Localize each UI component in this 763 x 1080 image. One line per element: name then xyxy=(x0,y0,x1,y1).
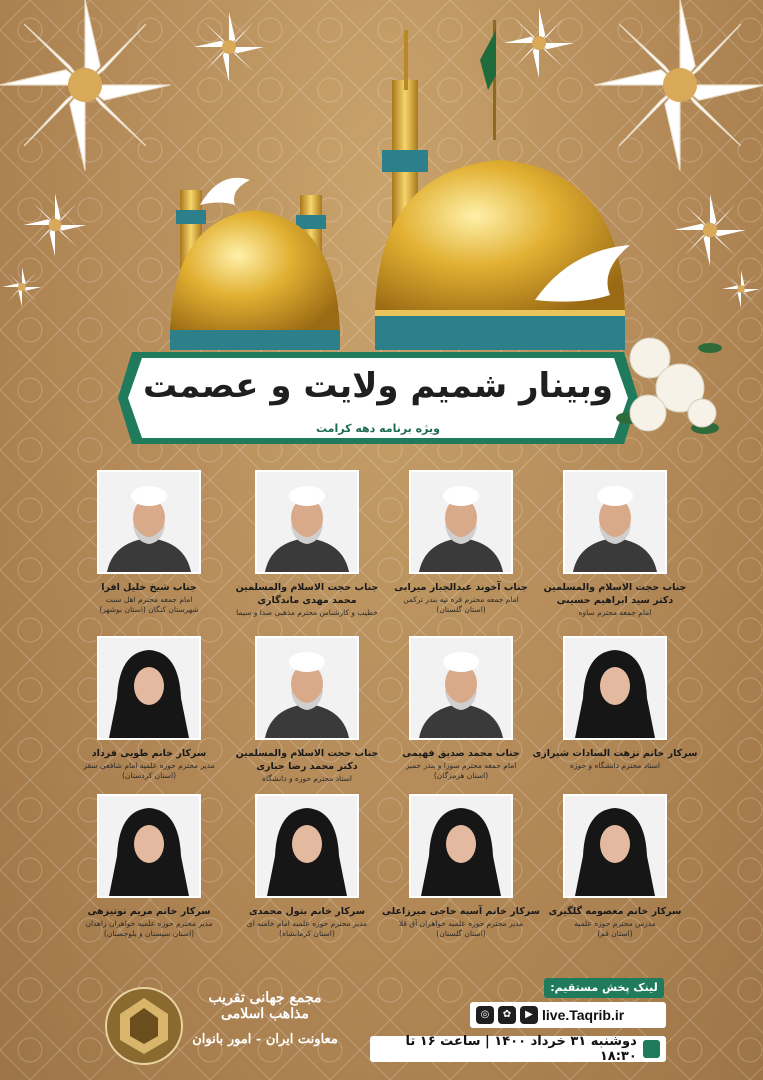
speaker-desc-line-1: امام جمعه محترم اهل سنت xyxy=(105,594,193,604)
speaker-card xyxy=(530,794,700,940)
speaker-card xyxy=(64,470,234,616)
speaker-card xyxy=(222,470,392,618)
speaker-name xyxy=(530,748,700,761)
speaker-desc-line-2: (استان کردستان) xyxy=(121,771,177,781)
speaker-name-line-1: سرکار خانم معصومه گلگیری xyxy=(548,906,682,917)
roses-decoration xyxy=(610,318,730,448)
flower-icon xyxy=(0,0,180,180)
speaker-photo xyxy=(97,794,201,898)
speaker-card xyxy=(222,794,392,940)
flower-icon xyxy=(670,190,750,270)
speaker-description xyxy=(222,919,392,940)
page-subtitle: ویژه برنامه دهه کرامت xyxy=(316,422,440,435)
speaker-name-line-1: سرکار خانم طوبی فرداد xyxy=(91,748,207,759)
speaker-desc-line-1: استاد محترم حوزه و دانشگاه xyxy=(262,773,352,783)
speaker-name-line-1: جناب آخوند عبدالجبار میرابی xyxy=(394,582,528,593)
speaker-photo xyxy=(409,470,513,574)
speaker-card xyxy=(530,470,700,618)
calendar-icon xyxy=(643,1040,660,1058)
speaker-name-line-1: سرکار خانم آسیه حاجی میرزاعلی xyxy=(382,906,540,917)
speaker-card xyxy=(376,470,546,616)
speaker-name-line-2: دکتر سید ابراهیم حسینی xyxy=(556,594,674,606)
speaker-desc-line-1: مدرس محترم حوزه علمیه xyxy=(574,918,656,928)
speaker-desc-line-2: (استان قم) xyxy=(597,929,633,939)
speaker-desc-line-2: (استان کرمانشاه) xyxy=(279,929,335,939)
speaker-name xyxy=(530,906,700,919)
speaker-description xyxy=(530,761,700,772)
logo-emblem-icon xyxy=(104,986,184,1066)
speaker-name-line-1: سرکار خانم بتول محمدی xyxy=(248,906,366,917)
title-banner xyxy=(118,352,638,444)
speaker-description xyxy=(222,774,392,785)
speaker-photo xyxy=(255,470,359,574)
speaker-name xyxy=(64,748,234,761)
speaker-description xyxy=(222,608,392,619)
page-title: وبینار شمیم ولایت و عصمت xyxy=(143,366,613,406)
speaker-photo xyxy=(97,636,201,740)
org-line-2: معاونت ایران - امور بانوان xyxy=(192,1032,338,1047)
live-url[interactable]: live.Taqrib.ir xyxy=(542,1007,625,1023)
speaker-card xyxy=(376,636,546,782)
speaker-name xyxy=(376,748,546,761)
speaker-name xyxy=(222,748,392,774)
flower-icon xyxy=(0,265,44,309)
live-stream-label: لینک پخش مستقیم: xyxy=(544,978,664,998)
speaker-desc-line-1: خطیب و کارشناس محترم مذهبی صدا و سیما xyxy=(236,607,378,617)
speaker-name xyxy=(64,582,234,595)
speaker-photo xyxy=(563,636,667,740)
speaker-photo xyxy=(563,470,667,574)
speaker-name xyxy=(530,582,700,608)
flower-icon xyxy=(20,190,90,260)
speaker-desc-line-2: (استان سیستان و بلوچستان) xyxy=(103,929,195,939)
speaker-desc-line-2: (استان هرمزگان) xyxy=(433,771,489,781)
speaker-name-line-2: محمد مهدی ماندگاری xyxy=(257,594,357,606)
speaker-description xyxy=(376,595,546,616)
speaker-name-line-1: جناب حجت الاسلام والمسلمین xyxy=(235,748,379,759)
youtube-icon[interactable]: ▶ xyxy=(520,1006,538,1024)
speaker-description xyxy=(64,919,234,940)
speaker-name-line-1: جناب محمد صدیق فهیمی xyxy=(402,748,520,759)
live-stream-link[interactable] xyxy=(470,1002,666,1028)
aparat-icon[interactable]: ✿ xyxy=(498,1006,516,1024)
speaker-desc-line-1: مدیر محترم حوزه علمیه خواهران آق قلا xyxy=(398,918,524,928)
speaker-name-line-1: سرکار خانم نزهت السادات شیرازی xyxy=(532,748,698,759)
speaker-card xyxy=(222,636,392,784)
speaker-name xyxy=(64,906,234,919)
flower-icon xyxy=(720,268,762,310)
speaker-description xyxy=(530,919,700,940)
speaker-photo xyxy=(97,470,201,574)
speaker-name-line-1: سرکار خانم مریم نوتیزهی xyxy=(87,906,211,917)
event-date xyxy=(370,1036,666,1062)
speaker-name-line-2: دکتر محمد رضا جباری xyxy=(256,760,358,772)
date-text: دوشنبه ۳۱ خرداد ۱۴۰۰ | ساعت ۱۶ تا ۱۸:۳۰ xyxy=(405,1034,637,1064)
speaker-desc-line-1: مدیر محترم حوزه علمیه خواهران زاهدان xyxy=(85,918,213,928)
speaker-desc-line-1: مدیر محترم حوزه علمیه امام خامنه ای xyxy=(246,918,368,928)
speaker-card xyxy=(376,794,546,940)
shrine-illustration xyxy=(160,20,640,360)
organization-name xyxy=(190,990,340,1047)
speaker-description xyxy=(376,761,546,782)
speaker-name xyxy=(222,582,392,608)
dove-icon xyxy=(200,178,250,205)
speaker-description xyxy=(376,919,546,940)
speaker-photo xyxy=(409,636,513,740)
speaker-desc-line-1: امام جمعه محترم ساوه xyxy=(578,607,652,617)
speaker-desc-line-2: (استان گلستان) xyxy=(436,605,486,615)
speaker-photo xyxy=(255,794,359,898)
speaker-name-line-1: جناب شیخ خلیل افرا xyxy=(101,582,197,593)
speaker-desc-line-1: استاد محترم دانشگاه و حوزه xyxy=(570,760,660,770)
speaker-photo xyxy=(255,636,359,740)
speaker-name xyxy=(222,906,392,919)
speaker-name-line-1: جناب حجت الاسلام والمسلمین xyxy=(235,582,379,593)
speaker-photo xyxy=(409,794,513,898)
speaker-card xyxy=(64,636,234,782)
speaker-description xyxy=(64,595,234,616)
speaker-desc-line-2: (استان گلستان) xyxy=(436,929,486,939)
org-line-1: مجمع جهانی تقریب مذاهب اسلامی xyxy=(208,990,322,1022)
speaker-description xyxy=(530,608,700,619)
speaker-description xyxy=(64,761,234,782)
speaker-name-line-1: جناب حجت الاسلام والمسلمین xyxy=(543,582,687,593)
speaker-desc-line-1: امام جمعه محترم قره تپه بندر ترکمن xyxy=(403,594,519,604)
speaker-desc-line-1: امام جمعه محترم سوزا و بندر خمیر xyxy=(405,760,517,770)
speaker-name xyxy=(376,582,546,595)
instagram-icon[interactable]: ◎ xyxy=(476,1006,494,1024)
speaker-name xyxy=(376,906,546,919)
speaker-card xyxy=(64,794,234,940)
speaker-desc-line-1: مدیر محترم حوزه علمیه امام شافعی سقز xyxy=(83,760,215,770)
speaker-card xyxy=(530,636,700,771)
speaker-desc-line-2: شهرستان کنگان (استان بوشهر) xyxy=(99,605,199,615)
speaker-photo xyxy=(563,794,667,898)
